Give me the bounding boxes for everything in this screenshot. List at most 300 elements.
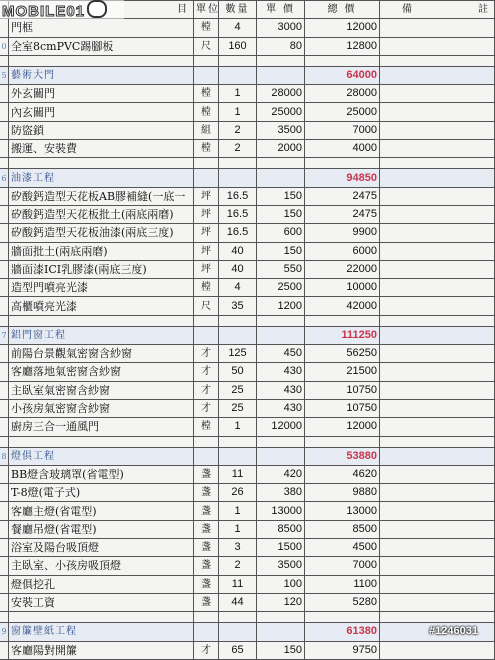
table-row bbox=[0, 484, 495, 502]
spacer-cell bbox=[0, 612, 9, 623]
item-name: 高櫃噴亮光漆 bbox=[9, 297, 194, 315]
spacer-cell bbox=[0, 55, 9, 66]
section-index: 6 bbox=[0, 169, 9, 187]
header-note bbox=[380, 1, 495, 19]
section-note bbox=[380, 326, 495, 344]
item-qty: 3 bbox=[219, 539, 257, 557]
item-unit: 盞 bbox=[194, 539, 219, 557]
row-index bbox=[0, 520, 9, 538]
row-index bbox=[0, 121, 9, 139]
row-index bbox=[0, 140, 9, 158]
section-price bbox=[257, 66, 305, 84]
item-unit: 盞 bbox=[194, 557, 219, 575]
header-unit: 單位 bbox=[194, 1, 219, 19]
item-total: 5280 bbox=[305, 593, 380, 611]
item-price: 3500 bbox=[257, 557, 305, 575]
table-row bbox=[0, 520, 495, 538]
item-unit: 樘 bbox=[194, 279, 219, 297]
item-unit: 盞 bbox=[194, 484, 219, 502]
item-name: BB燈含玻璃罩(省電型) bbox=[9, 465, 194, 483]
header-qty: 數量 bbox=[219, 1, 257, 19]
table-row bbox=[0, 37, 495, 55]
spacer-row bbox=[0, 315, 495, 326]
item-note bbox=[380, 19, 495, 37]
row-index bbox=[0, 557, 9, 575]
item-unit: 尺 bbox=[194, 37, 219, 55]
item-note bbox=[380, 539, 495, 557]
item-note bbox=[380, 121, 495, 139]
spacer-cell bbox=[0, 315, 9, 326]
spacer-cell bbox=[305, 436, 380, 447]
item-qty: 40 bbox=[219, 260, 257, 278]
item-total: 22000 bbox=[305, 260, 380, 278]
item-name: 矽酸鈣造型天花板AB膠補縫(一底一 bbox=[9, 187, 194, 205]
section-total: 53880 bbox=[305, 447, 380, 465]
section-note bbox=[380, 169, 495, 187]
item-qty: 2 bbox=[219, 121, 257, 139]
item-qty: 1 bbox=[219, 85, 257, 103]
table-row bbox=[0, 557, 495, 575]
item-note bbox=[380, 399, 495, 417]
item-unit: 才 bbox=[194, 363, 219, 381]
spacer-row bbox=[0, 55, 495, 66]
item-price: 3000 bbox=[257, 19, 305, 37]
item-unit: 坪 bbox=[194, 224, 219, 242]
item-total: 9900 bbox=[305, 224, 380, 242]
section-header-row bbox=[0, 623, 495, 641]
item-name: 安裝工資 bbox=[9, 593, 194, 611]
row-index bbox=[0, 279, 9, 297]
item-total: 4000 bbox=[305, 140, 380, 158]
item-total: 12000 bbox=[305, 418, 380, 436]
spacer-cell bbox=[0, 158, 9, 169]
item-note bbox=[380, 593, 495, 611]
item-price: 380 bbox=[257, 484, 305, 502]
item-name: 牆面漆ICI乳膠漆(兩底三度) bbox=[9, 260, 194, 278]
logo-emblem-icon bbox=[87, 0, 107, 18]
section-price bbox=[257, 623, 305, 641]
item-price: 120 bbox=[257, 593, 305, 611]
item-unit: 盞 bbox=[194, 520, 219, 538]
item-price: 150 bbox=[257, 187, 305, 205]
item-price: 150 bbox=[257, 242, 305, 260]
table-row bbox=[0, 418, 495, 436]
item-name: 牆面批土(兩底兩磨) bbox=[9, 242, 194, 260]
item-name: 浴室及陽台吸頂燈 bbox=[9, 539, 194, 557]
row-index bbox=[0, 575, 9, 593]
item-qty: 1 bbox=[219, 103, 257, 121]
row-index bbox=[0, 103, 9, 121]
spacer-row bbox=[0, 612, 495, 623]
item-price: 1200 bbox=[257, 297, 305, 315]
spacer-cell bbox=[305, 612, 380, 623]
item-name: 造型門噴亮光漆 bbox=[9, 279, 194, 297]
item-total: 42000 bbox=[305, 297, 380, 315]
spacer-cell bbox=[305, 55, 380, 66]
item-qty: 11 bbox=[219, 465, 257, 483]
spacer-cell bbox=[257, 436, 305, 447]
section-note bbox=[380, 66, 495, 84]
spacer-cell bbox=[194, 55, 219, 66]
spacer-row bbox=[0, 436, 495, 447]
section-title: 油漆工程 bbox=[9, 169, 194, 187]
item-qty: 44 bbox=[219, 593, 257, 611]
section-price bbox=[257, 169, 305, 187]
section-header-row bbox=[0, 169, 495, 187]
section-index: 5 bbox=[0, 66, 9, 84]
row-index bbox=[0, 345, 9, 363]
item-unit: 組 bbox=[194, 121, 219, 139]
item-price: 430 bbox=[257, 381, 305, 399]
row-index bbox=[0, 418, 9, 436]
item-total: 7000 bbox=[305, 557, 380, 575]
item-qty: 4 bbox=[219, 279, 257, 297]
item-qty: 40 bbox=[219, 242, 257, 260]
item-total: 56250 bbox=[305, 345, 380, 363]
item-total: 28000 bbox=[305, 85, 380, 103]
item-name: 主臥室、小孩房吸頂燈 bbox=[9, 557, 194, 575]
spacer-cell bbox=[194, 612, 219, 623]
item-note bbox=[380, 575, 495, 593]
table-row bbox=[0, 279, 495, 297]
table-row bbox=[0, 641, 495, 659]
spacer-cell bbox=[9, 158, 194, 169]
spacer-cell bbox=[380, 55, 495, 66]
item-name: 防盜鎖 bbox=[9, 121, 194, 139]
table-row bbox=[0, 260, 495, 278]
row-index: 0 bbox=[0, 37, 9, 55]
item-note bbox=[380, 85, 495, 103]
item-qty: 4 bbox=[219, 19, 257, 37]
row-index bbox=[0, 187, 9, 205]
section-header-row bbox=[0, 66, 495, 84]
table-row bbox=[0, 399, 495, 417]
table-row bbox=[0, 103, 495, 121]
spacer-cell bbox=[219, 55, 257, 66]
item-qty: 35 bbox=[219, 297, 257, 315]
item-note bbox=[380, 205, 495, 223]
section-title: 藝術大門 bbox=[9, 66, 194, 84]
table-row bbox=[0, 85, 495, 103]
item-note bbox=[380, 297, 495, 315]
item-total: 6000 bbox=[305, 242, 380, 260]
row-index bbox=[0, 19, 9, 37]
item-name: 內玄關門 bbox=[9, 103, 194, 121]
item-unit: 才 bbox=[194, 399, 219, 417]
item-note bbox=[380, 381, 495, 399]
item-total: 2475 bbox=[305, 187, 380, 205]
item-name: 門框 bbox=[9, 19, 194, 37]
section-title: 窗簾壁紙工程 bbox=[9, 623, 194, 641]
section-qty bbox=[219, 66, 257, 84]
item-note bbox=[380, 465, 495, 483]
item-name: 矽酸鈣造型天花板批土(兩底兩磨) bbox=[9, 205, 194, 223]
item-name: 客廳主燈(省電型) bbox=[9, 502, 194, 520]
item-total: 12000 bbox=[305, 19, 380, 37]
table-row bbox=[0, 345, 495, 363]
section-total: 94850 bbox=[305, 169, 380, 187]
logo-text: MOBILE01 bbox=[2, 3, 86, 20]
section-total: 64000 bbox=[305, 66, 380, 84]
spacer-cell bbox=[219, 315, 257, 326]
item-qty: 16.5 bbox=[219, 224, 257, 242]
item-total: 10750 bbox=[305, 399, 380, 417]
row-index bbox=[0, 205, 9, 223]
item-name: 小孩房氣密窗含紗窗 bbox=[9, 399, 194, 417]
spacer-cell bbox=[194, 436, 219, 447]
header-item: 目 bbox=[9, 1, 194, 19]
row-index bbox=[0, 260, 9, 278]
item-name: 外玄關門 bbox=[9, 85, 194, 103]
spacer-cell bbox=[257, 55, 305, 66]
row-index bbox=[0, 502, 9, 520]
table-row bbox=[0, 19, 495, 37]
item-name: 客廳落地氣密窗含紗窗 bbox=[9, 363, 194, 381]
section-note bbox=[380, 447, 495, 465]
item-note bbox=[380, 279, 495, 297]
header-total: 總 價 bbox=[305, 1, 380, 19]
item-price: 600 bbox=[257, 224, 305, 242]
item-note bbox=[380, 345, 495, 363]
item-unit: 坪 bbox=[194, 187, 219, 205]
item-total: 2475 bbox=[305, 205, 380, 223]
spacer-cell bbox=[9, 315, 194, 326]
item-unit: 盞 bbox=[194, 593, 219, 611]
header-note-left: 備 bbox=[402, 4, 414, 16]
item-note bbox=[380, 37, 495, 55]
item-unit: 尺 bbox=[194, 297, 219, 315]
item-name: 主臥室氣密窗含紗窗 bbox=[9, 381, 194, 399]
item-note bbox=[380, 557, 495, 575]
section-unit bbox=[194, 169, 219, 187]
item-note bbox=[380, 260, 495, 278]
section-unit bbox=[194, 326, 219, 344]
item-price: 25000 bbox=[257, 103, 305, 121]
spacer-cell bbox=[194, 315, 219, 326]
item-name: T-8燈(電子式) bbox=[9, 484, 194, 502]
watermark-id: #1246031 bbox=[429, 625, 478, 637]
item-total: 13000 bbox=[305, 502, 380, 520]
spacer-cell bbox=[380, 315, 495, 326]
section-qty bbox=[219, 169, 257, 187]
item-qty: 25 bbox=[219, 381, 257, 399]
spacer-cell bbox=[380, 612, 495, 623]
item-name: 廚房三合一通風門 bbox=[9, 418, 194, 436]
table-row bbox=[0, 575, 495, 593]
item-qty: 2 bbox=[219, 557, 257, 575]
section-price bbox=[257, 326, 305, 344]
item-total: 7000 bbox=[305, 121, 380, 139]
item-qty: 50 bbox=[219, 363, 257, 381]
item-price: 3500 bbox=[257, 121, 305, 139]
table-row bbox=[0, 593, 495, 611]
section-price bbox=[257, 447, 305, 465]
item-unit: 盞 bbox=[194, 575, 219, 593]
row-index bbox=[0, 381, 9, 399]
item-total: 12800 bbox=[305, 37, 380, 55]
item-price: 80 bbox=[257, 37, 305, 55]
row-index bbox=[0, 224, 9, 242]
item-name: 全室8cmPVC踢腳板 bbox=[9, 37, 194, 55]
item-note bbox=[380, 224, 495, 242]
row-index bbox=[0, 399, 9, 417]
row-index bbox=[0, 539, 9, 557]
row-index bbox=[0, 484, 9, 502]
item-unit: 樘 bbox=[194, 19, 219, 37]
mobile01-logo bbox=[0, 0, 124, 19]
item-price: 2000 bbox=[257, 140, 305, 158]
table-row bbox=[0, 465, 495, 483]
section-header-row bbox=[0, 326, 495, 344]
table-row bbox=[0, 224, 495, 242]
item-total: 8500 bbox=[305, 520, 380, 538]
spacer-cell bbox=[380, 158, 495, 169]
row-index bbox=[0, 465, 9, 483]
item-name: 餐廳吊燈(省電型) bbox=[9, 520, 194, 538]
spacer-cell bbox=[219, 158, 257, 169]
item-name: 燈俱挖孔 bbox=[9, 575, 194, 593]
item-price: 1500 bbox=[257, 539, 305, 557]
item-qty: 26 bbox=[219, 484, 257, 502]
spacer-cell bbox=[194, 158, 219, 169]
spacer-cell bbox=[257, 158, 305, 169]
section-qty bbox=[219, 623, 257, 641]
item-price: 450 bbox=[257, 345, 305, 363]
table-row bbox=[0, 381, 495, 399]
quotation-table-body bbox=[0, 1, 495, 660]
table-row bbox=[0, 242, 495, 260]
item-unit: 才 bbox=[194, 641, 219, 659]
item-price: 550 bbox=[257, 260, 305, 278]
item-price: 150 bbox=[257, 641, 305, 659]
item-qty: 65 bbox=[219, 641, 257, 659]
section-title: 燈俱工程 bbox=[9, 447, 194, 465]
spacer-cell bbox=[219, 612, 257, 623]
item-qty: 16.5 bbox=[219, 205, 257, 223]
item-note bbox=[380, 418, 495, 436]
row-index bbox=[0, 242, 9, 260]
item-total: 10750 bbox=[305, 381, 380, 399]
item-price: 2500 bbox=[257, 279, 305, 297]
header-price: 單 價 bbox=[257, 1, 305, 19]
item-qty: 16.5 bbox=[219, 187, 257, 205]
row-index bbox=[0, 363, 9, 381]
item-total: 9750 bbox=[305, 641, 380, 659]
section-title: 鋁門窗工程 bbox=[9, 326, 194, 344]
item-note bbox=[380, 187, 495, 205]
section-total: 111250 bbox=[305, 326, 380, 344]
item-total: 9880 bbox=[305, 484, 380, 502]
item-unit: 樘 bbox=[194, 103, 219, 121]
item-qty: 2 bbox=[219, 140, 257, 158]
item-qty: 1 bbox=[219, 502, 257, 520]
item-qty: 160 bbox=[219, 37, 257, 55]
spacer-cell bbox=[9, 612, 194, 623]
section-unit bbox=[194, 447, 219, 465]
table-row bbox=[0, 140, 495, 158]
section-header-row bbox=[0, 447, 495, 465]
item-note bbox=[380, 363, 495, 381]
item-name: 前陽台景觀氣密窗含紗窗 bbox=[9, 345, 194, 363]
item-unit: 才 bbox=[194, 345, 219, 363]
section-total: 61380 bbox=[305, 623, 380, 641]
item-note bbox=[380, 140, 495, 158]
item-total: 4500 bbox=[305, 539, 380, 557]
item-price: 430 bbox=[257, 363, 305, 381]
spacer-cell bbox=[257, 612, 305, 623]
item-note bbox=[380, 641, 495, 659]
table-row bbox=[0, 502, 495, 520]
section-qty bbox=[219, 447, 257, 465]
spacer-row bbox=[0, 158, 495, 169]
item-note bbox=[380, 484, 495, 502]
spacer-cell bbox=[219, 436, 257, 447]
item-price: 12000 bbox=[257, 418, 305, 436]
item-price: 420 bbox=[257, 465, 305, 483]
item-qty: 1 bbox=[219, 418, 257, 436]
item-unit: 樘 bbox=[194, 140, 219, 158]
section-qty bbox=[219, 326, 257, 344]
item-unit: 坪 bbox=[194, 242, 219, 260]
item-unit: 坪 bbox=[194, 205, 219, 223]
section-unit bbox=[194, 623, 219, 641]
table-row bbox=[0, 539, 495, 557]
item-qty: 1 bbox=[219, 520, 257, 538]
spacer-cell bbox=[305, 158, 380, 169]
item-unit: 才 bbox=[194, 381, 219, 399]
section-index: 9 bbox=[0, 623, 9, 641]
item-qty: 25 bbox=[219, 399, 257, 417]
item-price: 100 bbox=[257, 575, 305, 593]
section-index: 8 bbox=[0, 447, 9, 465]
section-unit bbox=[194, 66, 219, 84]
item-unit: 樘 bbox=[194, 418, 219, 436]
spacer-cell bbox=[380, 436, 495, 447]
item-qty: 125 bbox=[219, 345, 257, 363]
item-unit: 樘 bbox=[194, 85, 219, 103]
item-unit: 盞 bbox=[194, 465, 219, 483]
section-index: 7 bbox=[0, 326, 9, 344]
spacer-cell bbox=[9, 55, 194, 66]
item-total: 1100 bbox=[305, 575, 380, 593]
item-note bbox=[380, 242, 495, 260]
table-row bbox=[0, 121, 495, 139]
table-row bbox=[0, 297, 495, 315]
item-name: 矽酸鈣造型天花板油漆(兩底三度) bbox=[9, 224, 194, 242]
item-unit: 盞 bbox=[194, 502, 219, 520]
item-note bbox=[380, 520, 495, 538]
item-total: 21500 bbox=[305, 363, 380, 381]
spacer-cell bbox=[9, 436, 194, 447]
item-qty: 11 bbox=[219, 575, 257, 593]
table-row bbox=[0, 363, 495, 381]
header-note-right: 註 bbox=[478, 4, 490, 16]
row-index bbox=[0, 641, 9, 659]
spacer-cell bbox=[257, 315, 305, 326]
item-price: 8500 bbox=[257, 520, 305, 538]
table-row bbox=[0, 187, 495, 205]
row-index bbox=[0, 85, 9, 103]
item-name: 客廳陽對開簾 bbox=[9, 641, 194, 659]
spacer-cell bbox=[305, 315, 380, 326]
item-unit: 坪 bbox=[194, 260, 219, 278]
item-price: 430 bbox=[257, 399, 305, 417]
table-row bbox=[0, 205, 495, 223]
item-total: 4620 bbox=[305, 465, 380, 483]
item-price: 150 bbox=[257, 205, 305, 223]
item-total: 25000 bbox=[305, 103, 380, 121]
item-note bbox=[380, 103, 495, 121]
